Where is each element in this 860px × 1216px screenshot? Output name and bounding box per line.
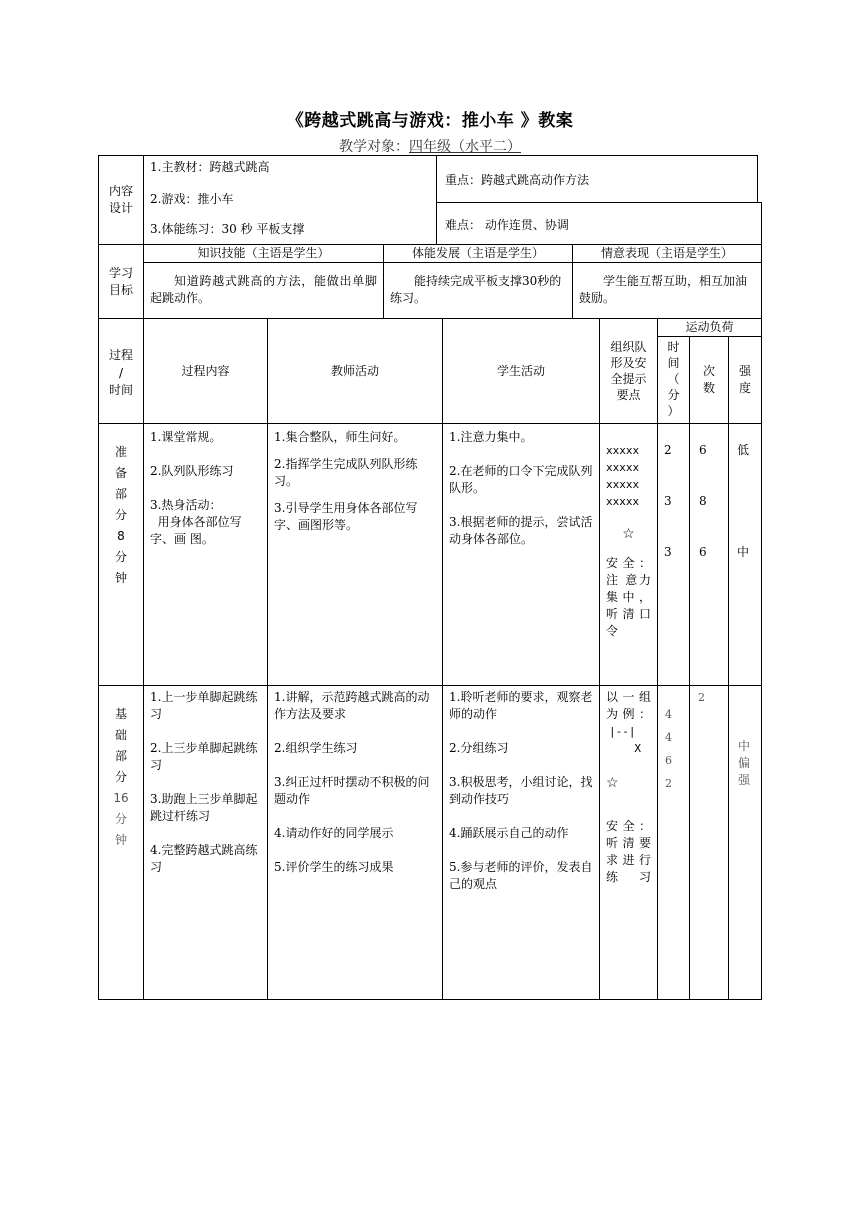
formation-diagram: X [634, 742, 641, 755]
time-value: 4 [665, 708, 672, 721]
time-value: 3 [664, 494, 672, 508]
content-item-2: 2.游戏：推小车 [150, 192, 234, 206]
star-icon: ☆ [606, 775, 619, 791]
count-value: 2 [698, 691, 705, 704]
basic-student-3: 3.积极思考，小组讨论，找到动作技巧 [449, 775, 593, 806]
basic-student-2: 2.分组练习 [449, 741, 509, 755]
header-exercise-load: 运动负荷 [657, 318, 762, 337]
section-prep-count [689, 423, 729, 686]
audience-label: 教学对象： [339, 139, 409, 155]
basic-student-4: 4.踊跃展示自己的动作 [449, 826, 569, 840]
header-time: 时 间 （ 分 ） [657, 336, 690, 424]
formation-row: xxxxx [606, 444, 640, 457]
basic-teacher-3: 3.纠正过杆时摆动不积极的问题动作 [274, 775, 430, 806]
formation-row: xxxxx [606, 495, 640, 508]
section-prep-teacher [267, 423, 443, 686]
header-intensity: 强度 [728, 336, 762, 424]
basic-content-1: 1.上一步单脚起跳练习 [150, 690, 258, 721]
basic-teacher-5: 5.评价学生的练习成果 [274, 860, 394, 874]
section-basic-count [689, 685, 729, 1000]
basic-teacher-1: 1.讲解，示范跨越式跳高的动作方法及要求 [274, 690, 430, 721]
goal-knowledge-title: 知识技能（主语是学生） [143, 244, 384, 263]
goal-emotion-text: 学生能互帮互助，相互加油鼓励。 [572, 262, 762, 319]
basic-teacher-2: 2.组织学生练习 [274, 741, 358, 755]
section-basic-organization [599, 685, 658, 1000]
header-teacher: 教师活动 [267, 318, 443, 424]
header-content: 过程内容 [143, 318, 268, 424]
section-basic-student [442, 685, 600, 1000]
header-organization: 组织队形及安全提示要点 [599, 318, 658, 424]
basic-teacher-4: 4.请动作好的同学展示 [274, 826, 394, 840]
section-prep-time [657, 423, 690, 686]
goal-fitness-title: 体能发展（主语是学生） [383, 244, 573, 263]
key-point: 重点：跨越式跳高动作方法 [445, 173, 590, 187]
header-process-time: 过程 / 时间 [98, 318, 144, 424]
section-basic-teacher [267, 685, 443, 1000]
prep-safety: 安全：注 意力 集中，听清口令 [606, 556, 651, 638]
basic-student-1: 1.聆听老师的要求，观察老师的动作 [449, 690, 593, 721]
difficulty-cell [436, 202, 762, 245]
content-design-items [143, 155, 437, 245]
basic-student-5: 5.参与老师的评价，发表自己的观点 [449, 860, 593, 891]
star-icon: ☆ [622, 526, 635, 542]
basic-safety: 安全：听清要求进行练习 [606, 819, 651, 884]
count-value: 6 [699, 545, 707, 559]
difficulty: 难点： 动作连贯、协调 [445, 218, 569, 232]
basic-formation-label: 以一组为例： [606, 690, 651, 721]
intensity-value: 中 [737, 545, 750, 559]
time-value: 6 [665, 754, 672, 767]
prep-student-1: 1.注意力集中。 [449, 430, 533, 444]
section-prep-intensity [728, 423, 762, 686]
section-prep-organization [599, 423, 658, 686]
basic-content-3: 3.助跑上三步单脚起跳过杆练习 [150, 792, 258, 823]
basic-content-4: 4.完整跨越式跳高练习 [150, 843, 258, 874]
time-value: 2 [665, 777, 672, 790]
prep-student-3: 3.根据老师的提示，尝试活动身体各部位。 [449, 515, 593, 546]
goal-fitness-text: 能持续完成平板支撑30秒的练习。 [383, 262, 573, 319]
intensity-value: 中 [738, 739, 751, 753]
section-basic-content [143, 685, 268, 1000]
key-point-cell [436, 155, 758, 203]
formation-diagram: |--| [609, 725, 636, 738]
count-value: 8 [699, 494, 707, 508]
prep-content-1: 1.课堂常规。 [150, 430, 222, 444]
content-item-1: 1.主教材：跨越式跳高 [150, 160, 270, 174]
prep-student-2: 2.在老师的口令下完成队列队形。 [449, 464, 593, 495]
prep-teacher-2: 2.指挥学生完成队列队形练习。 [274, 457, 418, 488]
formation-row: xxxxx [606, 478, 640, 491]
section-basic-time [657, 685, 690, 1000]
section-basic-label: 基 础 部 分 16 分 钟 [98, 685, 144, 1000]
time-value: 4 [665, 731, 672, 744]
time-value: 2 [664, 443, 672, 457]
intensity-value: 强 [738, 773, 751, 787]
goal-knowledge-text: 知道跨越式跳高的方法，能做出单脚起跳动作。 [143, 262, 384, 319]
basic-content-2: 2.上三步单脚起跳练习 [150, 741, 258, 772]
formation-row: xxxxx [606, 461, 640, 474]
intensity-value: 低 [737, 443, 750, 457]
prep-content-2: 2.队列队形练习 [150, 464, 234, 478]
content-item-3: 3.体能练习：30 秒 平板支撑 [150, 222, 305, 236]
time-value: 3 [664, 545, 672, 559]
goal-emotion-title: 情意表现（主语是学生） [572, 244, 762, 263]
document-subtitle [0, 136, 860, 156]
section-prep-content [143, 423, 268, 686]
section-prep-student [442, 423, 600, 686]
learning-goals-header: 学习目标 [98, 244, 144, 319]
prep-teacher-1: 1.集合整队，师生问好。 [274, 430, 406, 444]
header-count: 次数 [689, 336, 729, 424]
content-design-header: 内容设计 [98, 155, 144, 245]
prep-content-3: 3.热身活动： 用身体各部位写字、画 图。 [150, 498, 242, 546]
prep-teacher-3: 3.引导学生用身体各部位写字、画图形等。 [274, 501, 418, 532]
header-student: 学生活动 [442, 318, 600, 424]
document-title: 《跨越式跳高与游戏：推小车 》教案 [286, 111, 574, 131]
section-basic-intensity [728, 685, 762, 1000]
audience-value: 四年级（水平二） [409, 139, 521, 155]
count-value: 6 [699, 443, 707, 457]
intensity-value: 偏 [738, 756, 751, 770]
section-prep-label: 准 备 部 分 8 分 钟 [98, 423, 144, 686]
